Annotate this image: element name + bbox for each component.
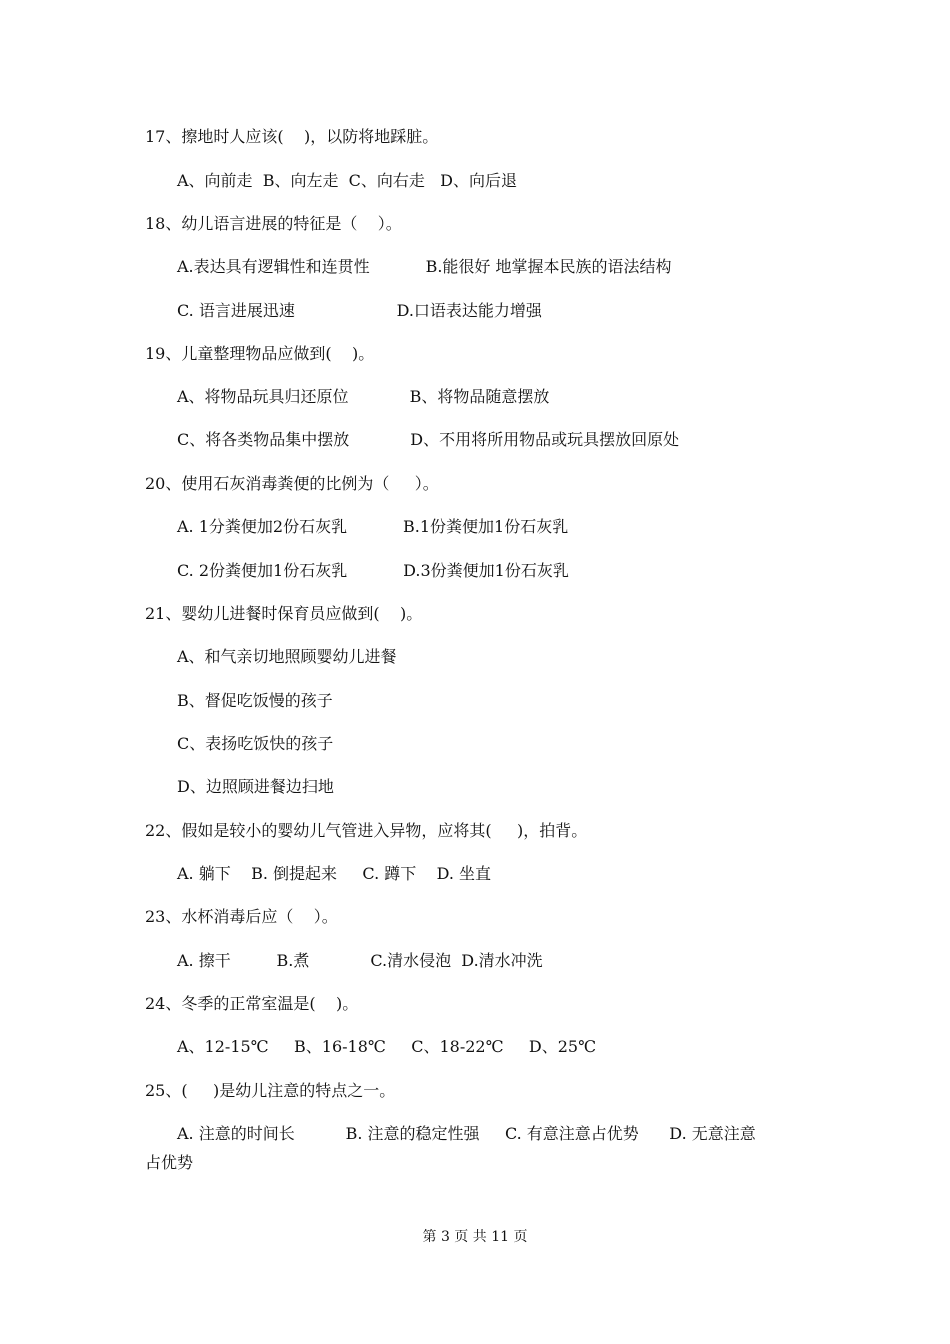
- question-23-stem: 23、水杯消毒后应（ ）。: [145, 907, 338, 926]
- page-number-footer: 第 3 页 共 11 页: [422, 1229, 528, 1245]
- question-18-options-row-1: A.表达具有逻辑性和连贯性 B.能很好 地掌握本民族的语法结构: [177, 257, 672, 276]
- question-25-options-continuation: 占优势: [145, 1153, 194, 1172]
- question-21-option-c: C、表扬吃饭快的孩子: [177, 734, 334, 753]
- question-17-stem: 17、擦地时人应该( )，以防将地踩脏。: [145, 127, 439, 146]
- question-19-options-row-1: A、将物品玩具归还原位 B、将物品随意摆放: [177, 387, 550, 406]
- question-18-options-row-2: C. 语言进展迅速 D.口语表达能力增强: [177, 301, 542, 320]
- question-21-stem: 21、婴幼儿进餐时保育员应做到( )。: [145, 604, 423, 623]
- question-20-options-row-2: C. 2份粪便加1份石灰乳 D.3份粪便加1份石灰乳: [177, 561, 569, 580]
- question-25-options: A. 注意的时间长 B. 注意的稳定性强 C. 有意注意占优势 D. 无意注意: [177, 1124, 756, 1143]
- question-19-options-row-2: C、将各类物品集中摆放 D、不用将所用物品或玩具摆放回原处: [177, 430, 680, 449]
- question-21-option-d: D、边照顾进餐边扫地: [177, 777, 334, 796]
- question-19-stem: 19、儿童整理物品应做到( )。: [145, 344, 375, 363]
- question-21-option-a: A、和气亲切地照顾婴幼儿进餐: [177, 647, 397, 666]
- question-22-options: A. 躺下 B. 倒提起来 C. 蹲下 D. 坐直: [177, 864, 492, 883]
- question-21-option-b: B、督促吃饭慢的孩子: [177, 691, 333, 710]
- question-24-stem: 24、冬季的正常室温是( )。: [145, 994, 359, 1013]
- question-17-options: A、向前走 B、向左走 C、向右走 D、向后退: [177, 171, 517, 190]
- question-20-stem: 20、使用石灰消毒粪便的比例为（ ）。: [145, 474, 439, 493]
- question-20-options-row-1: A. 1分粪便加2份石灰乳 B.1份粪便加1份石灰乳: [177, 517, 569, 536]
- question-24-options: A、12-15℃ B、16-18℃ C、18-22℃ D、25℃: [177, 1037, 597, 1056]
- question-23-options: A. 擦干 B.煮 C.清水侵泡 D.清水冲洗: [177, 951, 543, 970]
- question-22-stem: 22、假如是较小的婴幼儿气管进入异物，应将其( )，拍背。: [145, 821, 588, 840]
- question-25-stem: 25、( )是幼儿注意的特点之一。: [145, 1081, 396, 1100]
- question-18-stem: 18、幼儿语言进展的特征是（ ）。: [145, 214, 402, 233]
